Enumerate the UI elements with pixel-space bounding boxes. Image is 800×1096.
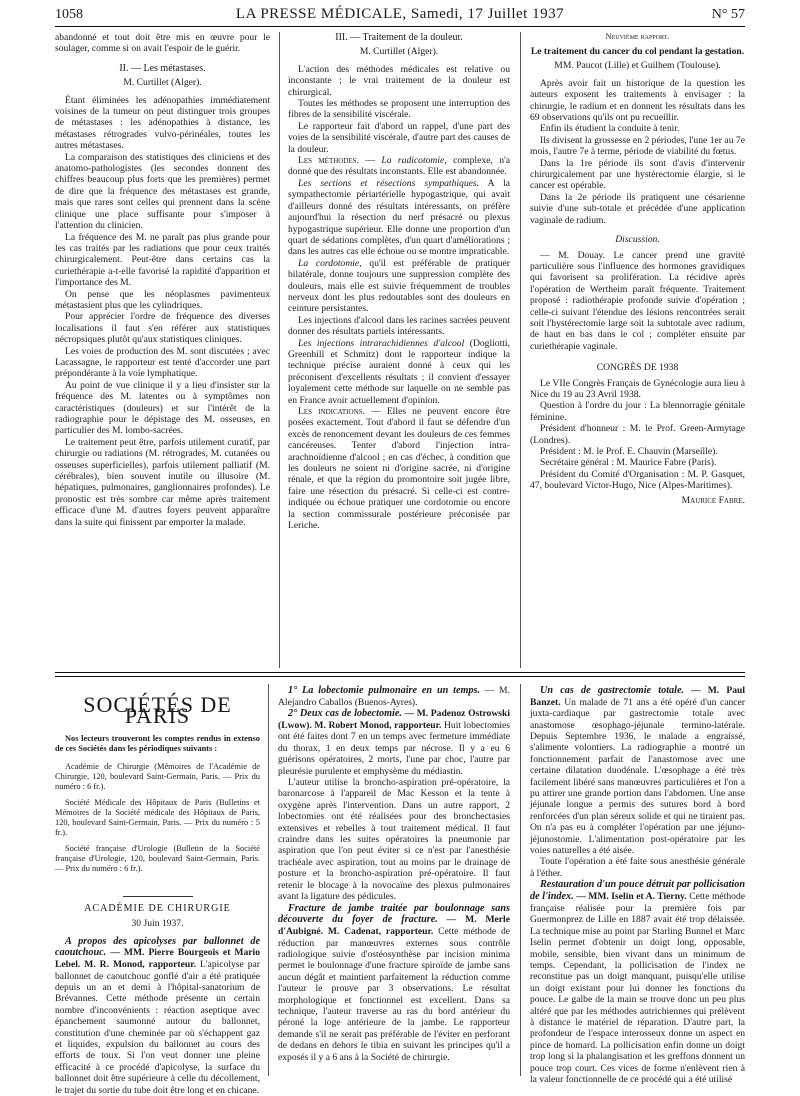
item-2 (530, 879, 745, 1085)
paragraph: Le rapporteur fait d'abord un rappel, d'une part des voies de la sensibilité viscérale, d'autre part des causes de la douleur. (288, 120, 510, 155)
intro-text: abandonné et tout doit être mis en œuvre pour le soulager, comme si on avait l'espoir de le guérir. (55, 32, 270, 55)
item-authors: — M. Alejandro Caballos (Buenos-Ayres). (278, 685, 510, 708)
report-title: Le traitement du cancer du col pendant la gestation. (530, 46, 745, 57)
paragraph: Le traitement peut être, parfois utilement curatif, par chirurgie ou radiations (M. rétrogrades, M. cutanées ou osseuses superficielles), parfois utilement palliatif (M. cérébrales), bien souvent inutile ou illusoire (M. hépatiques, pulmonaires, ganglionnaires profondes). Le pronostic est très sombre car même après traitement efficace d'une M. d'autres foyers peuvent apparaître dans la suite qui finissent par emporter la malade. (55, 436, 270, 528)
item-authors: — M. Padenoz Ostrowski (Lwow). M. Robert Monod, rapporteur. (278, 708, 510, 731)
item-authors: — M. Merle d'Aubigné. M. Cadenat, rapporteur. (278, 914, 510, 938)
text: A la sympathectomie périartérielle hypogastrique, qui avait d'ailleurs donné des résultats intéressants, on préfère aujourd'hui la résection du nerf présacré ou plexus hypogastrique supérieur. Elle donne une proportion d'un quart de sédations complètes, d'un quart d'améliorations ; dans les autres cas elle échoue ou se montre impraticable. (288, 177, 510, 258)
term: La radicotomie (381, 155, 445, 167)
paragraph: Toute l'opération a été faite sous anesthésie générale à l'éther. (530, 856, 745, 879)
paragraph: Toutes les méthodes se proposent une interruption des fibres de la sensibilité viscérale. (288, 98, 510, 121)
paragraph: Président : M. le Prof. E. Chauvin (Marseille). (540, 446, 718, 457)
paragraph: L'action des méthodes médicales est relative ou inconstante ; le vrai traitement de la douleur est chirurgical. (288, 63, 510, 98)
item-authors: — M. Paul Banzet. (530, 685, 745, 708)
paragraph: La fréquence des M. ne paraît pas plus grande pour les cas traités par les radiations que pour ceux traités chirurgicalement. Peut-être dans certains cas la curiethérapie a-t-elle favorisé la rapidité d'apparition et l'importance des M. (55, 231, 270, 289)
section-rule-thin (55, 676, 745, 677)
paragraph: On pense que les néoplasmes pavimenteux métastasient plus que les cylindriques. (55, 288, 270, 311)
section-heading: II. — Les métastases. (119, 62, 206, 74)
paragraph: Les voies de production des M. sont discutées ; avec Lacassagne, le rapporteur est tenté d'accorder une part prépondérante à la voie lymphatique. (55, 345, 270, 380)
discussion-text: — M. Douay. Le cancer prend une gravité particulière sous l'influence des hormones gravidiques qui favorisent sa prolifération. La récidive après l'opération de Wertheim paraît fréquente. Traitement proposé : radiothérapie profonde suivie d'opération ; celle-ci suivant l'étendue des lésions rencontrées serait soit l'hystérectomie large soit la subtotale avec radium, de haut en bas dans le col ; compléter ensuite par curiethérapie vaginale. (530, 249, 745, 352)
column-divider (520, 32, 521, 668)
paragraph-methodes (288, 155, 510, 178)
item-title: 2° Deux cas de lobectomie. (288, 708, 402, 720)
divider (123, 896, 193, 897)
article-body: L'apicolyse par ballonnet de caoutchouc gonflé d'air a été pratiquée depuis un an et demi à l'hôpital-sanatorium de Brévannes. Cette méthode présente un certain nombre d'inconvénients : réaction aseptique avec épanchement saumonné autour du ballonnet, constitution d'une cheminée par où s'échappent gaz et liquides, expulsion du ballonnet au cours des efforts de toux. Si l'on veut donner une pleine efficacité à ce procédé d'apicolyse, la surface du ballonnet doit être supérieure à celle du décollement, le trajet du sortie du tube doit être long et en chicane. (55, 959, 260, 1096)
masthead-title: LA PRESSE MÉDICALE, Samedi, 17 Juillet 1937 (235, 6, 565, 22)
column-gastrectomie (530, 685, 745, 1085)
item-title: 1° La lobectomie pulmonaire en un temps. (288, 685, 481, 696)
discussion-heading: Discussion. (615, 234, 660, 246)
notice-text: Nos lecteurs trouveront les comptes rendus in extenso de ces Sociétés dans les périodiques suivants : (55, 733, 260, 753)
lead: Les méthodes. — (298, 155, 382, 167)
societes-title: SOCIÉTÉS DE PARIS (83, 692, 232, 729)
column-metastases (55, 32, 270, 528)
item-title: Un cas de gastrectomie totale. (540, 685, 685, 696)
item-body: Cette méthode de réduction par manœuvres externes sous contrôle radiologique suivie d'ostéosynthèse par incision minima permet le boulonnage d'une fracture spiroïde de jambe sans aucun dégât et maintient parfaitement la réduction comme l'auteur le prouve par 3 observations. Le résultat morphologique et fonctionnel est excellent. Dans sa technique, l'auteur traverse au ras du bord antérieur du péroné la loge antérieure de la jambe. Le rapporteur demande s'il ne serait pas préférable de l'éviter en perforant de dedans en dehors le tibia en suivant les principes qu'il a exposés il y a 6 ans à la Société de chirurgie. (278, 926, 510, 1063)
term: Les injections intrarachidiennes d'alcool (298, 337, 465, 349)
section-rule (55, 672, 745, 673)
paragraph: Les injections d'alcool dans les racines sacrées peuvent donner des résultats partiels intéressants. (288, 314, 510, 338)
paragraph-indications (288, 406, 510, 531)
item-1 (278, 685, 510, 708)
paragraph: Au point de vue clinique il y a lieu d'insister sur la fréquence des M. latentes ou à symptômes non caractéristiques (douleurs) et sur l'intérêt de la radiographie pour le dépistage des M. osseuses, en particulier des M. lombo-sacrées. (55, 379, 270, 437)
signature: Maurice Fabre. (681, 494, 745, 506)
item-2 (278, 708, 510, 777)
paragraph: Pour apprécier l'ordre de fréquence des diverses localisations il faut s'en référer aux statistiques nécropsiques plutôt qu'aux statistiques cliniques. (55, 311, 270, 346)
item-authors: — MM. Iselin et A. Tierny. (573, 891, 687, 903)
item-body: Un malade de 71 ans a été opéré d'un cancer juxta-cardiaque par gastrectomie totale avec anastomose œsophago-jéjunale termino-latérale. Depuis Septembre 1936, le malade a engraissé, s'alimente volontiers. La radiographie a montré un fonctionnement parfait de l'anastomose avec une certaine dilatation duodénale. L'œsophage a été très facilement libéré sans manœuvres particulières et l'on a pu attirer une grande portion dans l'abdomen. Une anse jéjunale longue a permis des sutures bord à bord renforcées d'un plan séreux solide et qui ne tiraient pas. On n'a pas eu à compléter l'opération par une jéjuno-jéjunostomie. L'alimentation post-opératoire par les voies naturelles a été aisée. (530, 696, 745, 857)
column-divider (279, 32, 280, 668)
report-authors: MM. Paucot (Lille) et Guilhem (Toulouse). (554, 60, 721, 72)
paragraph: L'auteur utilise la broncho-aspiration pré-opératoire, la baronarcose à l'appareil de Mac Kesson et la tente à oxygène après l'intervention. Dans un autre rapport, 2 lobectomies ont été réalisées pour des bronchectasies extensives et rebelles à tout traitement médical. Il faut craindre dans les suites opératoires la pneumonie par aspiration que l'on peut éviter si ce n'est par l'anesthésie trachéale avec aspiration, tout au moins par le drainage de posture et la broncho-aspiration pré-opératoire. Il faut retenir le blocage à la novocaïne des plexus pulmonaires avant la ligature des pédicules. (278, 777, 510, 903)
paragraph: Enfin ils étudient la conduite à tenir. (540, 123, 680, 135)
paragraph: Président du Comité d'Organisation : M. P. Gasquet, 47, boulevard Victor-Hugo, Nice (Alpes-Maritimes). (530, 468, 745, 492)
column-douleur (288, 32, 510, 531)
term: Les sections et résections sympathiques. (298, 177, 480, 189)
paragraph: Secrétaire général : M. Maurice Fabre (Paris). (540, 457, 717, 469)
periodical-ref: Société française d'Urologie (Bulletin de la Société française d'Urologie, 120, boulevard Saint-Germain, Paris. — Prix du numéro : 6 fr.). (55, 843, 260, 873)
lead: Les indications. (298, 406, 365, 417)
paragraph: Dans la 1re période ils sont d'avis d'intervenir chirurgicalement par une hystérectomie élargie, si le cancer est opérable. (530, 157, 745, 192)
item-body: Huit lobectomies ont été faites dont 7 en un temps avec fermeture immédiate du thorax, 1 en deux temps par nécrose. Il y a eu 6 guérisons opératoires, 2 morts, l'une par choc, l'autre par pleurésie purulente et emphysème du médiastin. (278, 720, 510, 777)
paragraph: La comparaison des statistiques des cliniciens et des anatomo-pathologistes (les secondes donnent des chiffres beaucoup plus forts que les premières) permet de dire que la fréquence des métastases est grande, mais que rares sont celles qui prennent dans la scène clinique une place suffisante pour s'imposer à l'attention du clinicien. (55, 151, 270, 232)
column-divider (520, 684, 521, 1076)
paragraph: Étant éliminées les adénopathies immédiatement voisines de la tumeur on peut distinguer trois groupes de métastases : les adénopathies à distance, les métastases rétrogrades vulvo-périnéales, toutes les autres métastases. (55, 94, 270, 152)
column-gestation (530, 32, 745, 506)
academie-heading: ACADÉMIE DE CHIRURGIE (84, 902, 231, 914)
section-author: M. Curtillet (Alger). (359, 46, 439, 58)
text: , complexe, n'a donné que des résultats inconstants. Elle est abandonnée. (288, 155, 510, 178)
column-divider (268, 684, 269, 1076)
report-kicker: Neuvième rapport. (605, 32, 670, 41)
issue-number: N° 57 (711, 7, 745, 22)
item-title: Restauration d'un pouce détruit par pollicisation de l'index. (530, 879, 745, 903)
section-author: M. Curtillet (Alger). (123, 77, 202, 89)
term: La cordotomie (298, 257, 360, 269)
section-heading: III. — Traitement de la douleur. (335, 32, 463, 43)
paragraph-cordotomie (288, 258, 510, 315)
paragraph-sections (288, 178, 510, 258)
article-authors: — MM. Pierre Bourgeois et Mario Lebel. M. R. Monod, rapporteur. (55, 947, 260, 971)
item-1 (530, 685, 745, 856)
article-title: A propos des apicolyses par ballonnet de caoutchouc. (55, 935, 260, 959)
session-date: 30 Juin 1937. (131, 918, 184, 930)
paragraph-intra (288, 338, 510, 406)
congres-heading: CONGRÈS DE 1938 (596, 362, 679, 374)
article (55, 936, 260, 1096)
periodical-ref: Académie de Chirurgie (Mémoires de l'Académie de Chirurgie, 120, boulevard Saint-Germain, Paris. — Prix du numéro : 6 fr.). (55, 761, 260, 791)
column-societes (55, 685, 260, 1096)
paragraph: Président d'honneur : M. le Prof. Green-Armytage (Londres). (530, 423, 745, 446)
item-3 (278, 903, 510, 1063)
paragraph: Dans la 2e période ils pratiquent une césarienne suivie d'une sub-totale et précédée d'une application vaginale de radium. (530, 191, 745, 226)
column-lobectomie (278, 685, 510, 1063)
paragraph: Question à l'ordre du jour : La blennorragie génitale féminine. (530, 400, 745, 423)
text: — Elles ne peuvent encore être posées exactement. Tout d'abord il faut se défendre d'un excès de renoncement devant les douleurs de ces femmes cancéreuses. Tenter d'abord l'injection intra-arachnoïdienne d'alcool ; en cas d'échec, à condition que les douleurs ne soient ni d'origine sacrée, ni d'origine rénale, et que la région du promontoire soit jugée libre, faire une résection du présacré. Si celle-ci est contre-indiquée ou échoue pratiquer une cordotomie ou encore la section commissurale postérieure préconisée par Leriche. (288, 406, 510, 532)
page-header (55, 4, 745, 27)
item-title: Fracture de jambe traitée par boulonnage sans découverte du foyer de fracture. (278, 902, 510, 926)
paragraph: Le VIIe Congrès Français de Gynécologie aura lieu à Nice du 19 au 23 Avril 1938. (530, 377, 745, 400)
item-body: Cette méthode française réalisée pour la première fois par Guermonprez de Lille en 1887 avait été trop délaissée. La technique mise au point par Starling Bunnel et Marc Iselin permet d'obtenir un doigt long, opposable, mobile, sensible, bien vivant dans un minimum de temps. Cependant, la pollicisation de l'index ne reconstitue pas un doigt manquant, puisqu'elle utilise un doigt existant pour lui donner les fonctions du pouce. Le galbe de la main se trouve donc un peu plus altéré que par les méthodes autrichiennes qui prélèvent à distance le matériel de réparation. D'autre part, la profondeur de l'espace interosseux donne un aspect en pince de homard. La pollicisation enfin donne un doigt trop long si la phalangisation et les greffons donnent un pouce trop court. Ces vices de forme n'enlèvent rien à la valeur fonctionnelle de ce procédé qui a été utilisé (530, 891, 746, 1085)
text: , qu'il est préférable de pratiquer bilatérale, donne toujours une suppression complète des douleurs, mais elle est suivie fréquemment de troubles nerveux dont les plus redoutables sont des douleurs en ceinture persistantes. (288, 257, 510, 315)
page-number: 1058 (55, 7, 83, 22)
text: (Dogliotti, Greenhill et Schmitz) dont le rapporteur indique la technique précise auraient donné à ceux qui les préconisent d'excellents résultats ; il convient d'essayer loyalement cette méthode sur laquelle on ne semble pas en France avoir actuellement d'opinion. (288, 337, 510, 406)
paragraph: Après avoir fait un historique de la question les auteurs exposent les traitements à envisager : la chirurgie, le radium et en donnent les résultats dans les 69 observations qu'ils ont pu recueillir. (530, 77, 745, 124)
paragraph: Ils divisent la grossesse en 2 périodes, l'une 1er au 7e mois, l'autre 7e à terme, période de viabilité du fœtus. (530, 134, 745, 158)
periodical-ref: Société Médicale des Hôpitaux de Paris (Bulletins et Mémoires de la Société médicale des Hôpitaux de Paris, 120, boulevard Saint-Germain, Paris. — Prix du numéro : 5 fr.). (55, 797, 260, 837)
